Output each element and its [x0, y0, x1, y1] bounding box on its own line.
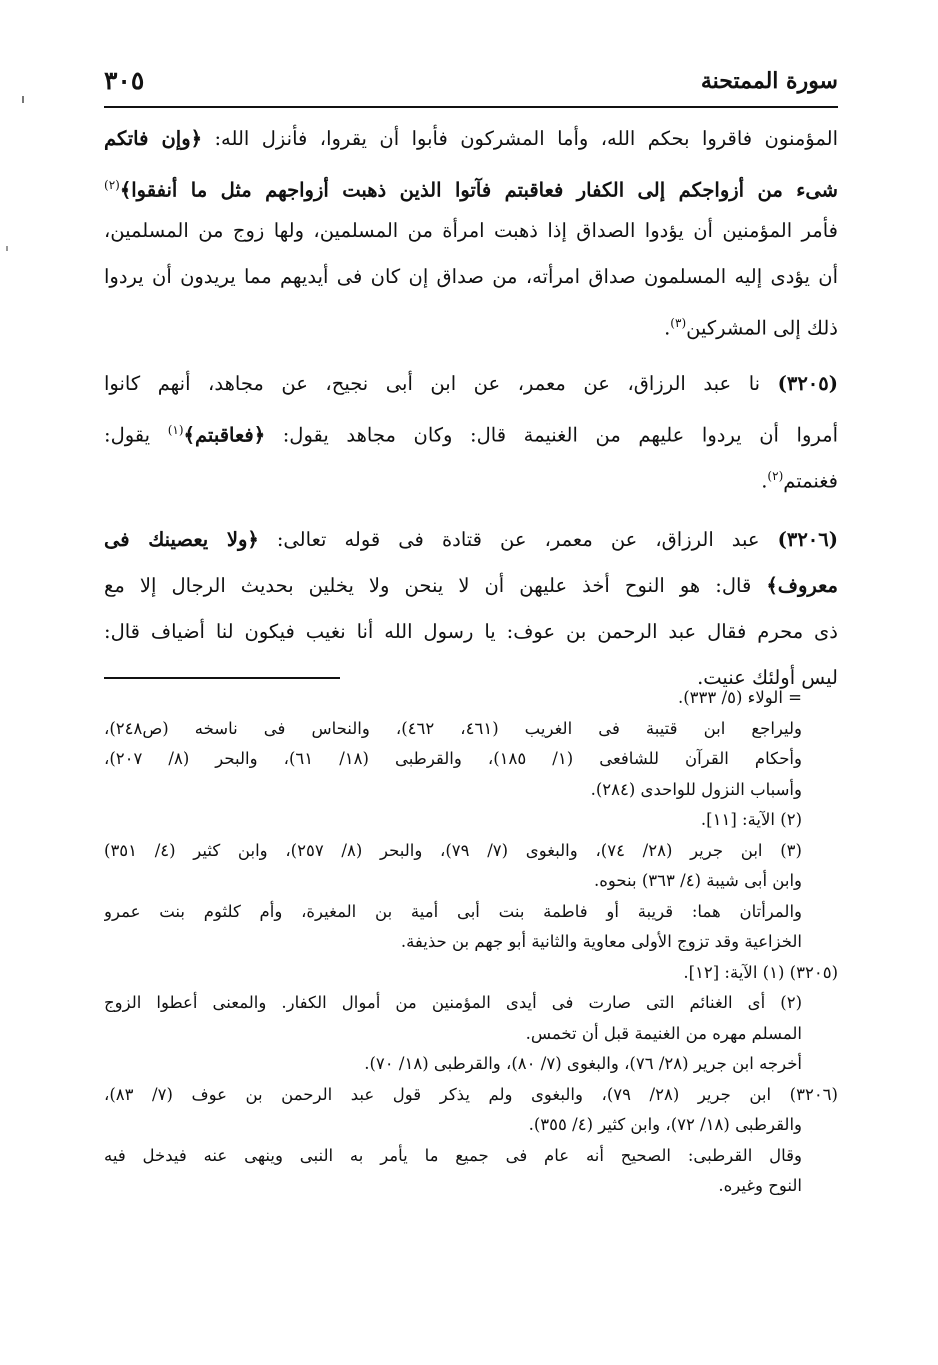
quran-quote: شىء من أزواجكم إلى الكفار فعاقبتم فآتوا الذين ذهبت أزواجهم مثل ما أنفقوا﴾	[119, 178, 838, 202]
footnote-line: (٣٢٠٥) (١) الآية: [١٢].	[683, 962, 838, 982]
text-line: ليس أولئك عنيت.	[697, 666, 838, 689]
margin-mark	[22, 96, 24, 103]
surah-title: سورة الممتحنة	[700, 68, 838, 94]
text-line	[104, 407, 838, 453]
footnote-line: والقرطبى (١٨/ ٧٢)، وابن كثير (٤/ ٣٥٥).	[528, 1115, 802, 1134]
text-line: أن يؤدى إليه المسلمون صداق امرأته، من صداق إن كان فى أيديهم مما يريدون أن يردوا	[104, 265, 838, 288]
page-header	[104, 66, 838, 106]
text-segment: .	[761, 469, 768, 493]
text-line	[104, 563, 838, 609]
text-line	[104, 300, 838, 346]
footnote-line: (٣٢٠٦) ابن جرير (٢٨/ ٧٩)، والبغوى ولم يذكر قول عبد الرحمن بن عوف (٧/ ٨٣)،	[104, 1084, 838, 1104]
text-line	[104, 453, 838, 499]
text-segment: أمروا أن يردوا عليهم من الغنيمة قال: وكان مجاهد يقول:	[282, 423, 838, 447]
footnote-ref: (٢)	[104, 178, 120, 192]
footnote-line: والمرأتان هما: قريبة أو فاطمة بنت أبى أمية بن المغيرة، وأم كلثوم بنت عمرو	[104, 901, 802, 921]
text-line: فأمر المؤمنين أن يؤدوا الصداق إذا ذهبت امرأة من المسلمين، ولها زوج من المسلمين،	[104, 219, 838, 242]
footnote-line: (٢) الآية: [١١].	[700, 810, 802, 829]
footnotes	[104, 683, 838, 1202]
footnote-ref: (١)	[167, 423, 184, 437]
margin-mark	[6, 246, 8, 251]
footnote-ref: (٢)	[767, 469, 784, 483]
text-line	[104, 116, 838, 162]
footnote-line: (٢) أى الغنائم التى صارت فى أيدى المؤمنين من أموال الكفار. والمعنى أعطوا الزوج	[104, 993, 802, 1012]
quran-quote: معروف﴾	[766, 574, 838, 597]
text-line: ذى محرم فقال عبد الرحمن بن عوف: يا رسول الله أنا نغيب فيكون لنا أضياف قال:	[104, 620, 838, 643]
text-segment: قال: هو النوح أخذ عليهن أن لا ينحن ولا يخلين بحديث الرجال إلا مع	[104, 574, 752, 597]
footnote-line: وابن أبى شيبة (٤/ ٣٦٣) بنحوه.	[593, 871, 802, 890]
text-segment: عبد الرزاق، عن معمر، عن قتادة فى قوله تعالى:	[276, 528, 760, 551]
footnote-line: = الولاء (٥/ ٣٣٣).	[677, 688, 802, 707]
footnote-line: النوح وغيره.	[718, 1176, 802, 1195]
footnote-line: وأسباب النزول للواحدى (٢٨٤).	[590, 779, 802, 799]
footnote-line: (٣) ابن جرير (٢٨/ ٧٤)، والبغوى (٧/ ٧٩)، والبحر (٨/ ٢٥٧)، وابن كثير (٤/ ٣٥١)	[104, 840, 802, 860]
text-line	[104, 361, 838, 407]
quran-quote: ﴿وإن فاتكم	[104, 127, 203, 150]
text-segment: ذلك إلى المشركين	[686, 316, 838, 340]
text-segment: فغنمتم	[783, 469, 838, 493]
footnote-line: الخزاعية وقد تزوج الأولى معاوية والثانية أبو جهم بن حذيفة.	[400, 932, 802, 951]
footnote-line: وأحكام القرآن للشافعى (١/ ١٨٥)، والقرطبى (١٨/ ٦١)، والبحر (٨/ ٢٠٧)،	[104, 749, 802, 768]
text-line	[104, 517, 838, 563]
header-rule	[104, 106, 838, 108]
quran-quote: ﴿ولا يعصينك فى	[104, 528, 259, 551]
text-segment: نا عبد الرزاق، عن معمر، عن ابن أبى نجيح، عن مجاهد، أنهم كانوا	[104, 372, 761, 395]
footnote-ref: (٣)	[670, 316, 687, 330]
text-segment: المؤمنون فاقروا بحكم الله، وأما المشركون فأبوا أن يقروا، فأنزل الله:	[214, 127, 838, 150]
main-text	[104, 116, 838, 701]
footnote-line: وليراجع ابن قتيبة فى الغريب (٤٦١، ٤٦٢)، والنحاس فى ناسخه (ص٢٤٨)،	[104, 718, 803, 738]
hadith-number: (٣٢٠٥)	[777, 372, 838, 395]
hadith-number: (٣٢٠٦)	[777, 528, 838, 551]
text-segment: يقول:	[104, 423, 151, 447]
footnote-separator	[104, 677, 340, 679]
footnote-line: المسلم مهره من الغنيمة قبل أن تخمس.	[525, 1023, 802, 1043]
text-segment: .	[664, 316, 671, 340]
text-line	[104, 162, 838, 208]
footnote-line: وقال القرطبى: الصحيح أنه عام فى جميع ما يأمر به النبى وينهى عنه فيدخل فيه	[104, 1145, 802, 1165]
footnote-line: أخرجه ابن جرير (٢٨/ ٧٦)، والبغوى (٧/ ٨٠)، والقرطبى (١٨/ ٧٠).	[364, 1054, 802, 1073]
page-number: ٣٠٥	[104, 66, 145, 95]
quran-quote: ﴿فعاقبتم﴾	[183, 423, 266, 447]
